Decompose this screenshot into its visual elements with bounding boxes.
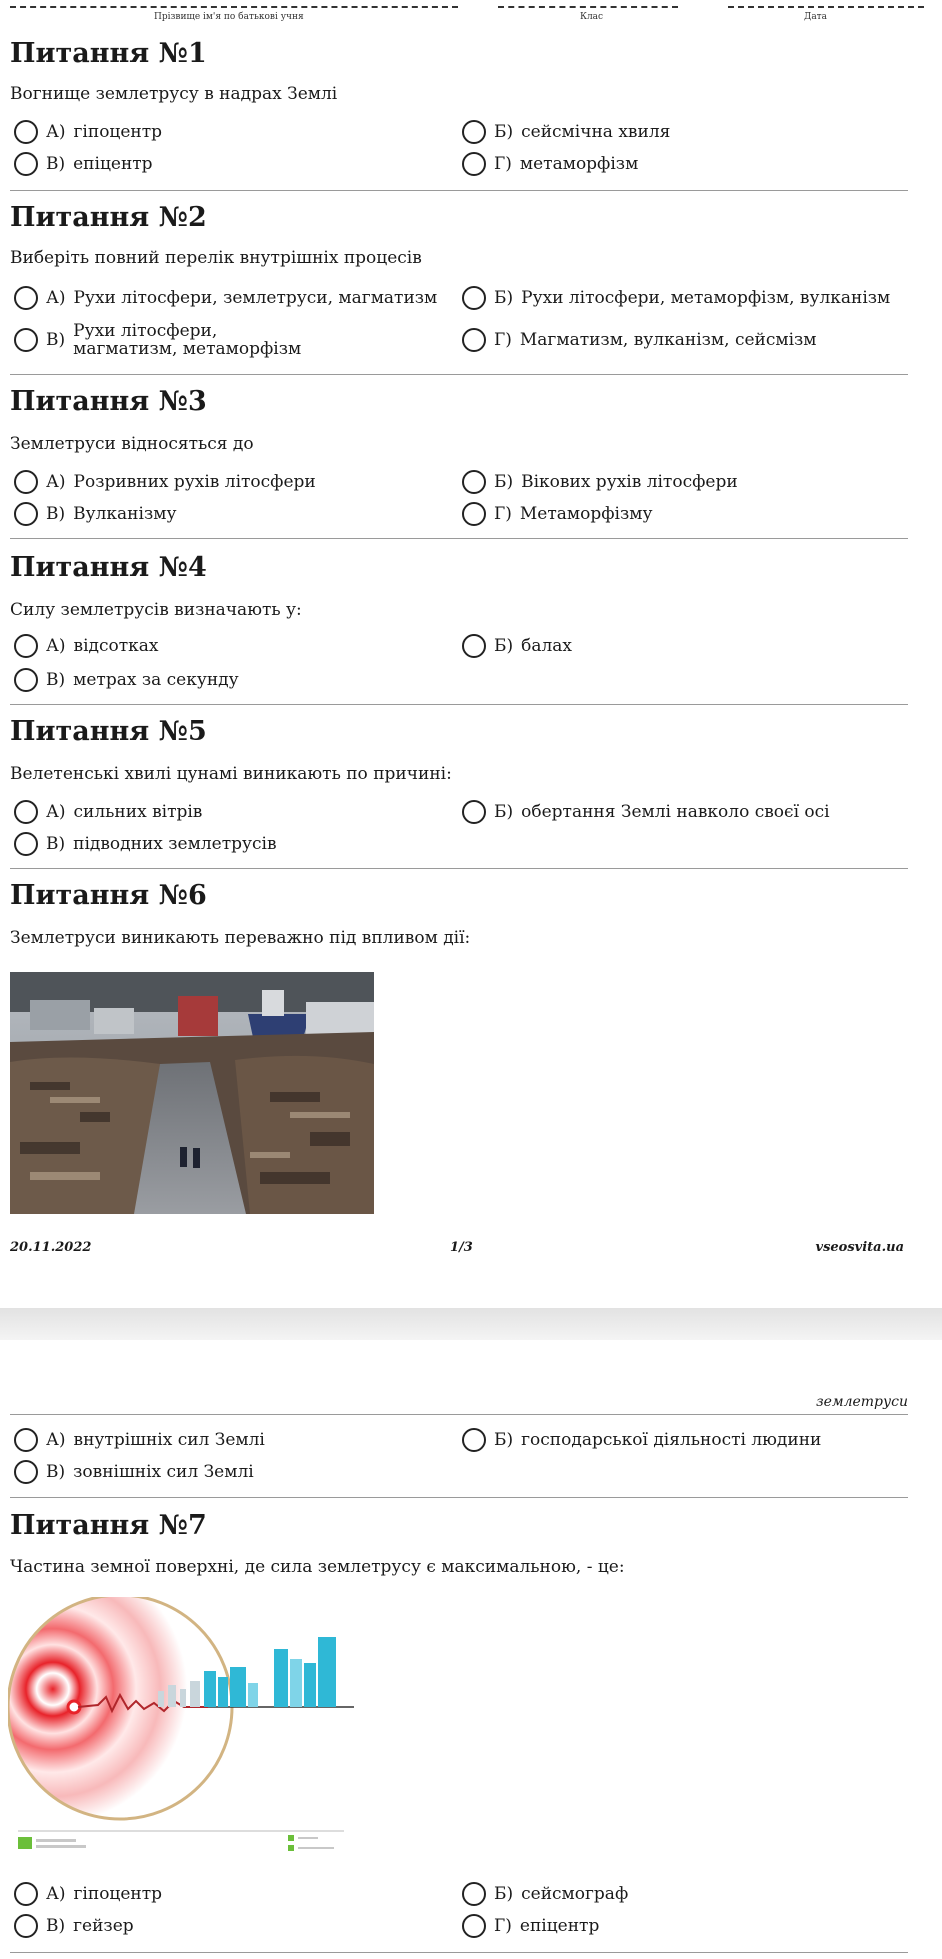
q7-option-d[interactable]: Г) епіцентр (462, 1914, 599, 1938)
q7-option-b[interactable]: Б) сейсмограф (462, 1882, 628, 1906)
radio-circle-icon[interactable] (14, 668, 38, 692)
q3-option-b[interactable]: Б) Вікових рухів літосфери (462, 470, 738, 494)
radio-circle-icon[interactable] (462, 1914, 486, 1938)
footer-date: 20.11.2022 (10, 1240, 92, 1255)
radio-circle-icon[interactable] (14, 1460, 38, 1484)
question-7-title: Питання №7 (10, 1510, 207, 1541)
divider (10, 1414, 908, 1415)
name-line (10, 6, 458, 8)
question-6-title: Питання №6 (10, 880, 207, 911)
radio-circle-icon[interactable] (462, 470, 486, 494)
divider (10, 704, 908, 705)
divider (10, 374, 908, 375)
question-2-title: Питання №2 (10, 202, 207, 233)
q3-option-c[interactable]: В) Вулканізму (14, 502, 176, 526)
epicenter-diagram (8, 1597, 354, 1862)
date-line (728, 6, 924, 8)
q1-option-c[interactable]: В) епіцентр (14, 152, 153, 176)
question-6-continuation: землетруси (816, 1394, 908, 1410)
student-name-label: Прізвище ім'я по батькові учня (154, 12, 304, 22)
divider (10, 538, 908, 539)
page-gap (0, 1308, 942, 1340)
radio-circle-icon[interactable] (462, 286, 486, 310)
student-info-header (0, 0, 942, 30)
divider (10, 868, 908, 869)
radio-circle-icon[interactable] (462, 152, 486, 176)
question-5-title: Питання №5 (10, 716, 207, 747)
radio-circle-icon[interactable] (14, 634, 38, 658)
question-2-text: Виберіть повний перелік внутрішніх процесів (10, 248, 422, 268)
q2-option-b[interactable]: Б) Рухи літосфери, метаморфізм, вулканізм (462, 286, 890, 310)
radio-circle-icon[interactable] (14, 1882, 38, 1906)
radio-circle-icon[interactable] (462, 328, 486, 352)
divider (10, 1952, 908, 1953)
destruction-scene-illustration (10, 972, 374, 1214)
q4-option-a[interactable]: А) відсотках (14, 634, 159, 658)
q5-option-c[interactable]: В) підводних землетрусів (14, 832, 277, 856)
q5-option-b[interactable]: Б) обертання Землі навколо своєї осі (462, 800, 830, 824)
radio-circle-icon[interactable] (14, 1428, 38, 1452)
q1-option-b[interactable]: Б) сейсмічна хвиля (462, 120, 670, 144)
q7-option-a[interactable]: А) гіпоцентр (14, 1882, 162, 1906)
q2-option-c[interactable]: В) Рухи літосфери, магматизм, метаморфізм (14, 322, 314, 358)
radio-circle-icon[interactable] (462, 120, 486, 144)
question-1-text: Вогнище землетрусу в надрах Землі (10, 84, 338, 104)
q3-option-d[interactable]: Г) Метаморфізму (462, 502, 652, 526)
question-3-title: Питання №3 (10, 386, 207, 417)
q6-option-c[interactable]: В) зовнішніх сил Землі (14, 1460, 254, 1484)
radio-circle-icon[interactable] (462, 800, 486, 824)
question-1-title: Питання №1 (10, 38, 207, 69)
q2-option-d[interactable]: Г) Магматизм, вулканізм, сейсмізм (462, 328, 817, 352)
class-line (498, 6, 678, 8)
q6-option-a[interactable]: А) внутрішніх сил Землі (14, 1428, 265, 1452)
question-3-text: Землетруси відносяться до (10, 434, 254, 454)
question-4-title: Питання №4 (10, 552, 207, 583)
q1-option-d[interactable]: Г) метаморфізм (462, 152, 638, 176)
question-4-text: Силу землетрусів визначають у: (10, 600, 302, 620)
q5-option-a[interactable]: А) сильних вітрів (14, 800, 202, 824)
footer-site: vseosvita.ua (815, 1240, 904, 1255)
class-label: Клас (580, 12, 604, 22)
footer-page-number: 1/3 (450, 1240, 473, 1255)
question-5-text: Велетенські хвилі цунамі виникають по причині: (10, 764, 452, 784)
radio-circle-icon[interactable] (14, 120, 38, 144)
radio-circle-icon[interactable] (14, 152, 38, 176)
radio-circle-icon[interactable] (462, 1428, 486, 1452)
question-6-text: Землетруси виникають переважно під впливом дії: (10, 928, 471, 948)
radio-circle-icon[interactable] (14, 832, 38, 856)
divider (10, 190, 908, 191)
radio-circle-icon[interactable] (462, 502, 486, 526)
earthquake-destruction-photo (10, 972, 374, 1214)
radio-circle-icon[interactable] (14, 1914, 38, 1938)
q3-option-a[interactable]: А) Розривних рухів літосфери (14, 470, 316, 494)
radio-circle-icon[interactable] (462, 1882, 486, 1906)
question-7-text: Частина земної поверхні, де сила землетрусу є максимальною, - це: (10, 1557, 625, 1577)
radio-circle-icon[interactable] (14, 502, 38, 526)
q6-option-b[interactable]: Б) господарської діяльності людини (462, 1428, 821, 1452)
epicenter-waves-illustration (8, 1597, 354, 1862)
radio-circle-icon[interactable] (14, 286, 38, 310)
radio-circle-icon[interactable] (14, 470, 38, 494)
q4-option-b[interactable]: Б) балах (462, 634, 572, 658)
radio-circle-icon[interactable] (462, 634, 486, 658)
radio-circle-icon[interactable] (14, 328, 38, 352)
q2-option-a[interactable]: А) Рухи літосфери, землетруси, магматизм (14, 286, 437, 310)
radio-circle-icon[interactable] (14, 800, 38, 824)
q1-option-a[interactable]: А) гіпоцентр (14, 120, 162, 144)
q4-option-c[interactable]: В) метрах за секунду (14, 668, 239, 692)
divider (10, 1497, 908, 1498)
date-label: Дата (804, 12, 828, 22)
q7-option-c[interactable]: В) гейзер (14, 1914, 134, 1938)
